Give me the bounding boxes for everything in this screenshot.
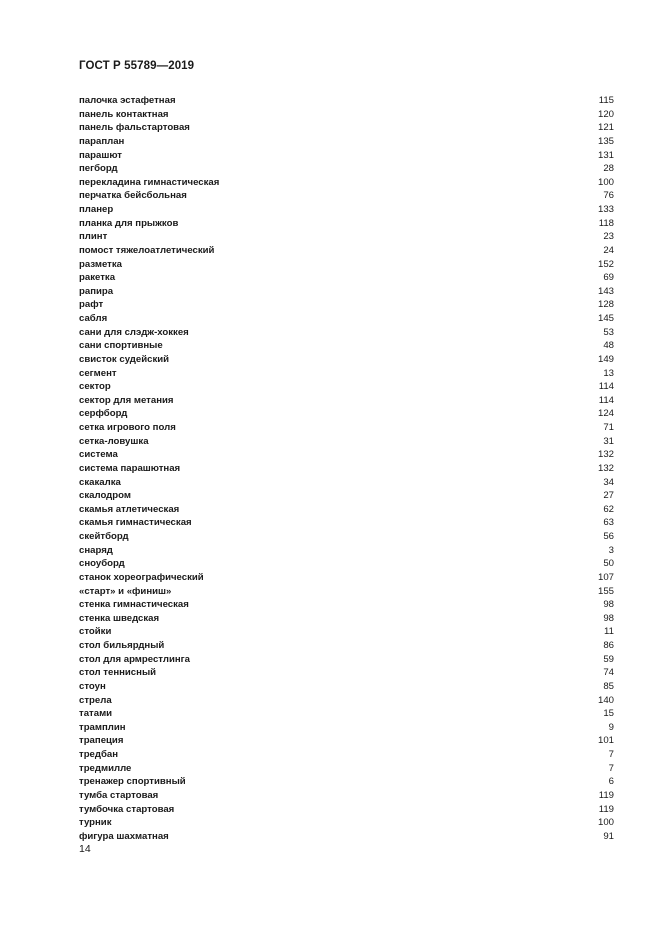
index-term: ракетка: [79, 272, 116, 284]
index-entry: [79, 680, 614, 694]
index-entry: [79, 721, 614, 735]
index-term: «старт» и «финиш»: [79, 585, 172, 597]
index-page-ref: 71: [603, 422, 614, 433]
index-term: стойки: [79, 626, 112, 638]
index-page-ref: 69: [603, 272, 614, 284]
index-entry: [79, 516, 614, 530]
index-page-ref: 23: [603, 231, 614, 243]
index-term: скакалка: [79, 476, 121, 488]
index-page-ref: 86: [603, 640, 614, 651]
index-term: планка для прыжков: [79, 217, 179, 229]
index-page-ref: 119: [598, 803, 614, 815]
index-page-ref: 118: [598, 217, 614, 229]
index-term: тренажер спортивный: [79, 776, 186, 788]
index-page-ref: 3: [608, 544, 614, 556]
index-entry: [79, 394, 614, 408]
index-term: скамья атлетическая: [79, 503, 180, 515]
index-entry: [79, 298, 614, 312]
index-entry: [79, 625, 614, 639]
index-entry: [79, 789, 614, 803]
index-term: палочка эстафетная: [79, 95, 176, 106]
index-page-ref: 133: [597, 204, 614, 215]
index-page-ref: 131: [597, 149, 614, 161]
index-page-ref: 121: [597, 122, 614, 134]
index-term: рапира: [79, 285, 114, 297]
index-entry: [79, 585, 614, 599]
index-term: стенка шведская: [79, 612, 160, 624]
index-entry: [79, 339, 614, 353]
index-page-ref: 119: [598, 789, 614, 801]
index-page-ref: 155: [597, 585, 614, 597]
index-term: стол бильярдный: [79, 640, 165, 651]
index-term: станок хореографический: [79, 571, 204, 583]
index-term: сноуборд: [79, 558, 125, 570]
index-entry: [79, 462, 614, 476]
index-page-ref: 135: [597, 135, 614, 147]
index-term: свисток судейский: [79, 353, 170, 365]
index-term: планер: [79, 204, 114, 215]
index-entry: [79, 244, 614, 258]
index-entry: [79, 121, 614, 135]
index-term: рафт: [79, 299, 104, 311]
index-entry: [79, 816, 614, 830]
index-page-ref: 15: [603, 708, 614, 720]
index-term: сабля: [79, 313, 108, 324]
index-page-ref: 120: [597, 108, 614, 120]
index-page-ref: 74: [603, 667, 614, 679]
index-page-ref: 152: [597, 258, 614, 270]
index-page-ref: 28: [603, 163, 614, 175]
index-term: скалодром: [79, 490, 131, 502]
index-term: система парашютная: [79, 462, 181, 474]
index-term: сектор для метания: [79, 394, 174, 406]
index-term: сектор: [79, 381, 111, 393]
index-page-ref: 31: [603, 435, 614, 447]
index-term: скейтборд: [79, 531, 129, 542]
document-header: ГОСТ Р 55789—2019: [79, 60, 195, 72]
index-term: парашют: [79, 149, 122, 161]
index-entry: [79, 135, 614, 149]
index-entry: [79, 694, 614, 708]
index-page-ref: 107: [597, 571, 614, 583]
index-term: стол теннисный: [79, 667, 157, 679]
index-entry: [79, 653, 614, 667]
index-entry: [79, 544, 614, 558]
index-page-ref: 56: [603, 531, 614, 542]
index-page-ref: 132: [597, 462, 614, 474]
index-entry: [79, 285, 614, 299]
index-page-ref: 27: [603, 490, 614, 502]
index-entry: [79, 407, 614, 421]
index-term: стол для армрестлинга: [79, 653, 190, 665]
index-term: трамплин: [79, 721, 126, 733]
index-page-ref: 101: [597, 735, 614, 747]
index-page-ref: 50: [603, 558, 614, 570]
index-page-ref: 6: [608, 776, 614, 788]
index-entry: [79, 666, 614, 680]
index-page-ref: 53: [603, 326, 614, 338]
index-page-ref: 115: [598, 95, 614, 106]
term-index: [79, 94, 614, 843]
index-entry: [79, 189, 614, 203]
index-entry: [79, 448, 614, 462]
index-term: сани спортивные: [79, 340, 163, 352]
index-page-ref: 24: [603, 244, 614, 256]
index-page-ref: 63: [603, 517, 614, 529]
index-term: сани для слэдж-хоккея: [79, 326, 189, 338]
index-term: татами: [79, 708, 113, 720]
index-entry: [79, 326, 614, 340]
index-term: помост тяжелоатлетический: [79, 244, 215, 256]
index-entry: [79, 476, 614, 490]
index-page-ref: 98: [603, 599, 614, 611]
index-entry: [79, 367, 614, 381]
index-page-ref: 100: [597, 817, 614, 829]
index-term: параплан: [79, 135, 125, 147]
index-page-ref: 114: [598, 381, 614, 393]
index-entry: [79, 503, 614, 517]
index-entry: [79, 421, 614, 435]
index-entry: [79, 639, 614, 653]
index-entry: [79, 803, 614, 817]
index-page-ref: 59: [603, 653, 614, 665]
index-page-ref: 114: [598, 394, 614, 406]
index-term: серфборд: [79, 408, 128, 420]
index-page-ref: 140: [597, 694, 614, 706]
index-term: тредмилле: [79, 762, 132, 774]
index-entry: [79, 353, 614, 367]
index-term: стенка гимнастическая: [79, 599, 189, 611]
index-entry: [79, 271, 614, 285]
index-term: сегмент: [79, 367, 117, 379]
index-term: разметка: [79, 258, 122, 270]
index-entry: [79, 162, 614, 176]
index-entry: [79, 435, 614, 449]
index-entry: [79, 707, 614, 721]
index-entry: [79, 530, 614, 544]
index-entry: [79, 108, 614, 122]
index-page-ref: 62: [603, 503, 614, 515]
index-page-ref: 11: [604, 626, 614, 638]
index-entry: [79, 176, 614, 190]
index-entry: [79, 571, 614, 585]
index-entry: [79, 557, 614, 571]
index-page-ref: 143: [597, 285, 614, 297]
index-term: перекладина гимнастическая: [79, 176, 220, 188]
index-page-ref: 124: [597, 408, 614, 420]
index-page-ref: 48: [603, 340, 614, 352]
index-entry: [79, 203, 614, 217]
index-term: панель контактная: [79, 108, 169, 120]
index-term: тумба стартовая: [79, 789, 159, 801]
index-entry: [79, 258, 614, 272]
index-page-ref: 34: [603, 476, 614, 488]
index-page-ref: 13: [603, 367, 614, 379]
index-page-ref: 91: [603, 830, 614, 842]
page-number: 14: [79, 843, 91, 855]
index-term: сетка-ловушка: [79, 435, 149, 447]
index-term: панель фальстартовая: [79, 122, 190, 134]
index-entry: [79, 312, 614, 326]
index-term: перчатка бейсбольная: [79, 190, 187, 202]
index-page-ref: 128: [597, 299, 614, 311]
index-entry: [79, 734, 614, 748]
index-term: тумбочка стартовая: [79, 803, 175, 815]
index-page-ref: 149: [597, 353, 614, 365]
index-term: турник: [79, 817, 112, 829]
index-term: система: [79, 449, 118, 461]
index-page-ref: 145: [597, 313, 614, 324]
index-entry: [79, 217, 614, 231]
index-entry: [79, 612, 614, 626]
index-term: трапеция: [79, 735, 124, 747]
index-page-ref: 7: [608, 762, 614, 774]
index-page-ref: 98: [603, 612, 614, 624]
index-entry: [79, 489, 614, 503]
index-entry: [79, 762, 614, 776]
index-entry: [79, 94, 614, 108]
index-term: пегборд: [79, 163, 118, 175]
index-entry: [79, 380, 614, 394]
index-page-ref: 9: [608, 721, 614, 733]
index-term: скамья гимнастическая: [79, 517, 192, 529]
index-term: плинт: [79, 231, 108, 243]
index-entry: [79, 149, 614, 163]
index-term: тредбан: [79, 749, 119, 760]
index-entry: [79, 748, 614, 762]
index-entry: [79, 830, 614, 844]
index-term: стоун: [79, 680, 106, 692]
index-page-ref: 132: [597, 449, 614, 461]
index-term: снаряд: [79, 544, 113, 556]
index-term: стрела: [79, 694, 112, 706]
index-entry: [79, 775, 614, 789]
index-entry: [79, 598, 614, 612]
index-page-ref: 100: [597, 176, 614, 188]
index-entry: [79, 230, 614, 244]
index-term: фигура шахматная: [79, 830, 169, 842]
index-page-ref: 76: [603, 190, 614, 202]
index-page-ref: 7: [608, 749, 614, 760]
index-page-ref: 85: [603, 680, 614, 692]
index-term: сетка игрового поля: [79, 422, 176, 433]
